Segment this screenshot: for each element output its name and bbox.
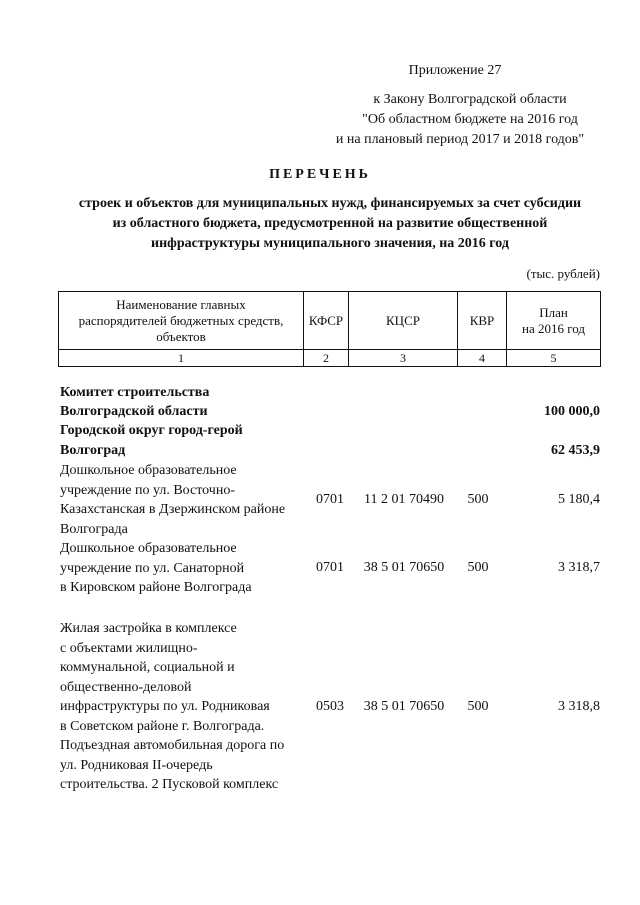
object3-line7: Подъездная автомобильная дорога по [60, 738, 285, 753]
object1-kvr: 500 [467, 492, 489, 507]
district-plan: 62 453,9 [551, 443, 600, 458]
column-number-5: 5 [507, 350, 601, 367]
law-reference-line2: "Об областном бюджете на 2016 год [362, 112, 578, 127]
law-reference-line3: и на плановый период 2017 и 2018 годов" [335, 132, 585, 147]
object2-line1: Дошкольное образовательное [60, 541, 237, 556]
committee-name-line1: Комитет строительства [60, 385, 210, 400]
object1-line1: Дошкольное образовательное [60, 463, 237, 478]
object3-line3: коммунальной, социальной и [60, 660, 235, 675]
district-name-line1: Городской округ город-герой [60, 423, 243, 438]
column-number-2: 2 [304, 350, 349, 367]
header-name-line1: Наименование главных [116, 296, 246, 312]
object1-plan: 5 180,4 [558, 492, 600, 507]
object3-kfsr: 0503 [316, 699, 344, 714]
object1-line3: Казахстанская в Дзержинском районе [60, 502, 286, 517]
district-name-line2: Волгоград [60, 443, 126, 458]
object1-kfsr: 0701 [316, 492, 344, 507]
committee-plan: 100 000,0 [544, 404, 600, 419]
header-kcsr: КЦСР [349, 292, 458, 350]
column-number-4: 4 [458, 350, 507, 367]
object3-kvr: 500 [467, 699, 489, 714]
object2-name [60, 539, 310, 598]
header-plan [507, 292, 601, 350]
object1-kcsr: 11 2 01 70490 [364, 492, 444, 507]
object3-line8: ул. Родниковая II-очередь [60, 757, 213, 773]
object3-line5: инфраструктуры по ул. Родниковая [60, 699, 270, 714]
header-kvr: КВР [458, 292, 507, 350]
header-plan-line2: на 2016 год [522, 320, 585, 336]
object3-line1: Жилая застройка в комплексе [60, 621, 237, 636]
object1-line4: Волгограда [60, 521, 128, 537]
header-name [59, 292, 304, 350]
subtitle-line3: инфраструктуры муниципального значения, на 2016 год [151, 236, 509, 251]
column-number-1: 1 [59, 350, 304, 367]
header-kfsr: КФСР [304, 292, 349, 350]
object1-line2: учреждение по ул. Восточно- [60, 482, 235, 498]
header-name-line2: распорядителей бюджетных средств, [78, 312, 284, 328]
object3-name [60, 619, 310, 795]
object2-kvr: 500 [467, 560, 489, 575]
subtitle-line1: строек и объектов для муниципальных нужд, финансируемых за счет субсидии [78, 196, 582, 211]
object2-plan: 3 318,7 [558, 560, 600, 575]
object2-kfsr: 0701 [316, 560, 344, 575]
object2-line2: учреждение по ул. Санаторной [60, 560, 245, 576]
object2-line3: в Кировском районе Волгограда [60, 580, 252, 595]
header-table [58, 291, 601, 367]
units-label: (тыс. рублей) [526, 266, 600, 281]
object3-line2: с объектами жилищно- [60, 640, 198, 656]
document-title: ПЕРЕЧЕНЬ [269, 167, 371, 182]
object3-plan: 3 318,8 [558, 699, 600, 714]
header-plan-line1: План [539, 304, 568, 320]
object3-kcsr: 38 5 01 70650 [363, 699, 445, 714]
object3-line6: в Советском районе г. Волгограда. [60, 718, 265, 734]
object2-kcsr: 38 5 01 70650 [363, 560, 445, 575]
object3-line9: строительства. 2 Пусковой комплекс [60, 777, 279, 792]
committee-name-line2: Волгоградской области [60, 404, 208, 419]
header-name-line3: объектов [156, 328, 206, 344]
object3-line4: общественно-деловой [60, 679, 192, 695]
law-reference-line1: к Закону Волгоградской области [373, 92, 567, 107]
subtitle-line2: из областного бюджета, предусмотренной на развитие общественной [112, 216, 548, 231]
column-number-3: 3 [349, 350, 458, 367]
object1-name [60, 461, 310, 539]
appendix-number: Приложение 27 [408, 63, 502, 78]
